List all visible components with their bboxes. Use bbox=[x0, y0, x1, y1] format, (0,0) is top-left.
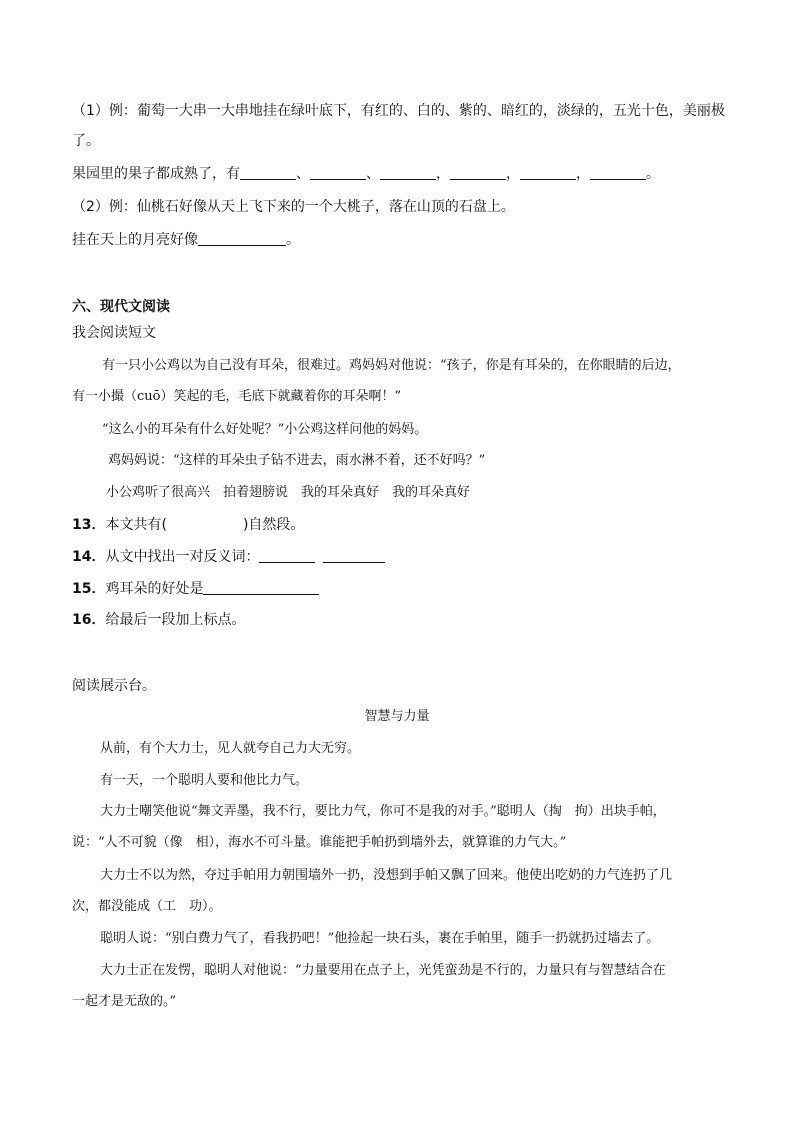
question-number: 15． bbox=[72, 581, 106, 597]
separator: ， bbox=[506, 166, 520, 182]
answer-blank[interactable] bbox=[323, 548, 385, 563]
end-period: 。 bbox=[286, 232, 300, 248]
question-13 bbox=[72, 515, 304, 535]
answer-blank[interactable] bbox=[203, 580, 319, 595]
question-14 bbox=[72, 547, 385, 567]
exercise-prompt: 挂在天上的月亮好像 bbox=[72, 232, 198, 248]
question-16 bbox=[72, 610, 245, 630]
exercise-prompt: 果园里的果子都成熟了，有 bbox=[72, 166, 240, 182]
passage-paragraph-5: 聪明人说：“别白费力气了，看我扔吧！”他捡起一块石头，裹在手帕里，随手一扔就扔过墙去了。 bbox=[100, 931, 660, 946]
example-1-line-2: 了。 bbox=[72, 133, 100, 149]
passage-paragraph-1: 从前，有个大力士，见人就夸自己力大无穷。 bbox=[100, 741, 361, 756]
question-text: 从文中找出一对反义词： bbox=[105, 549, 260, 565]
passage-paragraph-6-line-1: 大力士正在发愣，聪明人对他说：“力量要用在点子上，光凭蛮劲是不行的，力量只有与智慧结合在 bbox=[100, 963, 666, 978]
question-number: 13． bbox=[72, 517, 106, 533]
answer-blank[interactable] bbox=[520, 165, 576, 180]
question-number: 16． bbox=[72, 612, 106, 628]
passage-paragraph-3-line-1: 大力士嘲笑他说“舞文弄墨，我不行，要比力气，你可不是我的对手。”聪明人（掏 拘）出块手帕， bbox=[100, 804, 666, 819]
passage-paragraph-2: 有一天，一个聪明人要和他比力气。 bbox=[100, 773, 309, 788]
passage-paragraph-6-line-2: 一起才是无敌的。” bbox=[72, 994, 177, 1009]
answer-blank[interactable] bbox=[240, 165, 296, 180]
answer-blank[interactable] bbox=[310, 165, 366, 180]
example-1-line-1: （1）例：葡萄一大串一大串地挂在绿叶底下，有红的、白的、紫的、暗红的，淡绿的，五光十色，美丽极 bbox=[72, 103, 725, 119]
question-text: 鸡耳朵的好处是 bbox=[105, 581, 204, 597]
passage-paragraph-2: “这么小的耳朵有什么好处呢？”小公鸡这样问他的妈妈。 bbox=[102, 422, 428, 437]
separator: ， bbox=[436, 166, 450, 182]
answer-blank[interactable] bbox=[198, 231, 286, 246]
passage-paragraph-3: 鸡妈妈说：“这样的耳朵虫子钻不进去，雨水淋不着，还不好吗？” bbox=[108, 453, 486, 468]
separator: ， bbox=[576, 166, 590, 182]
example-1-exercise bbox=[72, 164, 660, 184]
question-text: )自然段。 bbox=[242, 517, 305, 533]
example-2-line: （2）例：仙桃石好像从天上飞下来的一个大桃子，落在山顶的石盘上。 bbox=[72, 199, 515, 215]
answer-blank[interactable] bbox=[450, 165, 506, 180]
question-text: 给最后一段加上标点。 bbox=[105, 612, 246, 628]
end-period: 。 bbox=[646, 166, 660, 182]
answer-blank[interactable] bbox=[259, 548, 315, 563]
separator: 、 bbox=[296, 166, 310, 182]
question-text: 本文共有( bbox=[105, 517, 167, 533]
passage-title: 智慧与力量 bbox=[364, 709, 430, 724]
section-subheading: 我会阅读短文 bbox=[72, 325, 156, 341]
reading-intro: 阅读展示台。 bbox=[72, 678, 156, 694]
passage-paragraph-3-line-2: 说：“人不可貌（像 相），海水不可斗量。谁能把手帕扔到墙外去，就算谁的力气大。” bbox=[72, 835, 567, 850]
question-15 bbox=[72, 579, 319, 599]
passage-paragraph-4: 小公鸡听了很高兴 拍着翅膀说 我的耳朵真好 我的耳朵真好 bbox=[106, 485, 471, 500]
passage-paragraph-1-line-1: 有一只小公鸡以为自己没有耳朵，很难过。鸡妈妈对他说：“孩子，你是有耳朵的，在你眼睛的后边， bbox=[102, 358, 681, 373]
example-2-exercise bbox=[72, 230, 300, 250]
question-number: 14． bbox=[72, 549, 106, 565]
answer-blank[interactable] bbox=[590, 165, 646, 180]
passage-paragraph-1-line-2: 有一小撮（cuō）笑起的毛，毛底下就藏着你的耳朵啊！” bbox=[72, 389, 402, 404]
passage-paragraph-4-line-1: 大力士不以为然，夺过手帕用力朝围墙外一扔，没想到手帕又飘了回来。他使出吃奶的力气连扔了几 bbox=[100, 868, 673, 883]
separator: 、 bbox=[366, 166, 380, 182]
section-heading: 六、现代文阅读 bbox=[72, 299, 170, 315]
passage-paragraph-4-line-2: 次，都没能成（工 功）。 bbox=[72, 899, 222, 914]
answer-blank[interactable] bbox=[380, 165, 436, 180]
